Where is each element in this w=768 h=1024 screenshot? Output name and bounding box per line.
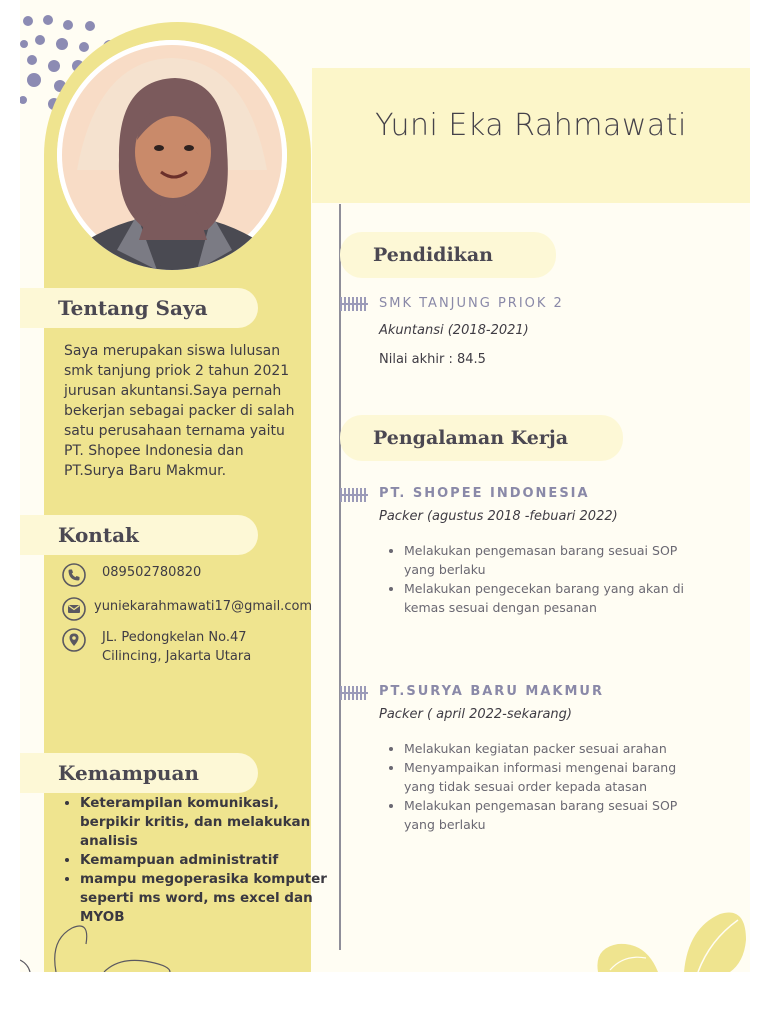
skills-heading: Kemampuan [20, 753, 258, 793]
list-item: • Kemampuan administratif [80, 851, 330, 870]
contact-email-row [62, 597, 312, 621]
job-role: Packer (agustus 2018 -febuari 2022) [379, 509, 618, 524]
about-heading: Tentang Saya [20, 288, 258, 328]
phone-number[interactable]: 089502780820 [102, 565, 202, 580]
email-address[interactable]: yuniekarahmawati17@gmail.com [94, 599, 313, 614]
job-role: Packer ( april 2022-sekarang) [379, 707, 572, 722]
address-line-1: JL. Pedongkelan No.47 [102, 630, 247, 645]
bar-marker-icon [340, 488, 369, 502]
list-item: • Melakukan kegiatan packer sesuai arahan [404, 739, 704, 758]
list-item: • Melakukan pengemasan barang sesuai SOP yang berlaku [404, 796, 704, 834]
skills-list [58, 794, 330, 927]
phone-icon [62, 563, 86, 587]
contact-address-row [62, 628, 251, 666]
job-duties-list [384, 541, 704, 617]
list-item: • Melakukan pengemasan barang sesuai SOP yang berlaku [404, 541, 704, 579]
location-pin-icon [62, 628, 86, 652]
list-item: • Melakukan pengecekan barang yang akan di kemas sesuai dengan pesanan [404, 579, 704, 617]
job-company: PT. SHOPEE INDONESIA [379, 486, 590, 501]
experience-heading: Pengalaman Kerja [340, 415, 623, 461]
list-item: • mampu megoperasika komputer seperti ms word, ms excel dan MYOB [80, 870, 330, 927]
about-text: Saya merupakan siswa lulusan smk tanjung priok 2 tahun 2021 jurusan akuntansi.Saya pernah bekerjan sebagai packer di salah satu perusahaan ternama yaitu PT. Shopee Indonesia dan PT.Surya Baru Makmur. [64, 343, 295, 479]
list-item: • Keterampilan komunikasi, berpikir kritis, dan melakukan analisis [80, 794, 330, 851]
avatar [57, 40, 287, 270]
decorative-leaf-right [580, 900, 750, 972]
school-name: SMK TANJUNG PRIOK 2 [379, 296, 564, 311]
education-heading: Pendidikan [340, 232, 556, 278]
bar-marker-icon [340, 297, 369, 311]
list-item: • Menyampaikan informasi mengenai barang yang tidak sesuai order kepada atasan [404, 758, 704, 796]
address-line-2: Cilincing, Jakarta Utara [102, 649, 252, 664]
bar-marker-icon [340, 686, 369, 700]
contact-phone-row [62, 563, 201, 587]
job-company: PT.SURYA BARU MAKMUR [379, 684, 604, 699]
job-duties-list [384, 739, 704, 834]
vertical-divider [339, 204, 341, 950]
resume-page [20, 0, 750, 972]
mail-icon [62, 597, 86, 621]
school-grade: Nilai akhir : 84.5 [379, 352, 486, 367]
school-major: Akuntansi (2018-2021) [379, 323, 529, 338]
profile-photo [57, 40, 287, 270]
decorative-leaf-left [20, 920, 190, 972]
full-name: Yuni Eka Rahmawati [375, 108, 687, 143]
address [102, 628, 251, 666]
contact-heading: Kontak [20, 515, 258, 555]
